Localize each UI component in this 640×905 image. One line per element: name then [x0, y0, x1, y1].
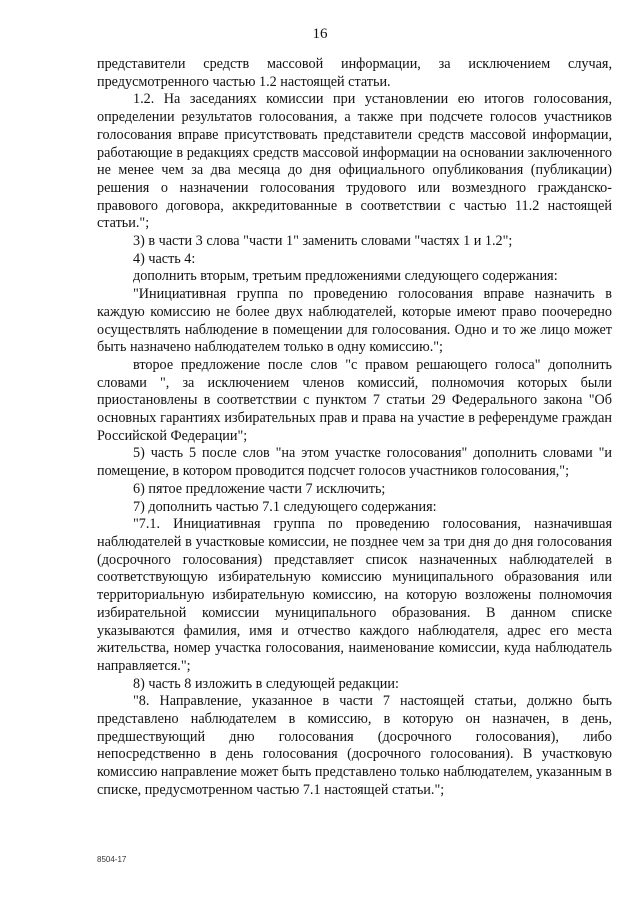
paragraph: 8) часть 8 изложить в следующей редакции: — [133, 675, 399, 692]
paragraph: 5) часть 5 после слов "на этом участке голосования" дополнить словами "и помещение, в котором проводится подсчет голосов участников голосования,"; — [97, 445, 612, 480]
paragraph: 6) пятое предложение части 7 исключить; — [133, 480, 386, 497]
paragraph: "7.1. Инициативная группа по проведению голосования, назначившая наблюдателей в участковые комиссии, не позднее чем за три дня до дня голосования (досрочного голосования) представляет список назначенных наблюдателей в соответствующую избирательную комиссию муниципального образования или территориальную избирательную комиссию, на которую возложены полномочия избирательной комиссии муниципального образования. В данном списке указываются фамилия, имя и отчество каждого наблюдателя, адрес его места жительства, номер участка голосования, наименование комиссии, куда наблюдатель направляется."; — [97, 516, 612, 674]
paragraph: 3) в части 3 слова "части 1" заменить словами "частях 1 и 1.2"; — [133, 233, 513, 250]
paragraph: 4) часть 4: — [133, 250, 196, 267]
paragraph: второе предложение после слов "с правом решающего голоса" дополнить словами ", за исключением членов комиссий, полномочия которых были приостановлены в соответствии с пунктом 7 статьи 29 Федерального закона "Об основных гарантиях избирательных прав и права на участие в референдуме граждан Российской Федерации"; — [97, 356, 612, 444]
paragraph: дополнить вторым, третьим предложениями следующего содержания: — [133, 268, 558, 285]
document-body — [97, 56, 612, 800]
page-number: 16 — [312, 26, 328, 42]
paragraph: "Инициативная группа по проведению голосования вправе назначить в каждую комиссию не более двух наблюдателей, которые имеют право поочередно осуществлять наблюдение в помещении для голосования. Одно и то же лицо может быть назначено наблюдателем только в одну комиссию."; — [97, 286, 612, 356]
paragraph: "8. Направление, указанное в части 7 настоящей статьи, должно быть представлено наблюдателем в комиссию, в которую он назначен, в день, предшествующий дню голосования (досрочного голосования), либо непосредственно в день голосования (досрочного голосования). В участковую комиссию направление может быть представлено только наблюдателем, указанным в списке, предусмотренном частью 7.1 настоящей статьи."; — [97, 693, 612, 798]
document-code: 8504-17 — [97, 855, 127, 864]
paragraph: представители средств массовой информации, за исключением случая, предусмотренного частью 1.2 настоящей статьи. — [97, 56, 612, 90]
paragraph: 1.2. На заседаниях комиссии при установлении ею итогов голосования, определении результатов голосования, а также при подсчете голосов участников голосования вправе присутствовать представители средств массовой информации, работающие в редакциях средств массовой информации на основании заключенного не менее чем за два месяца до дня официального опубликования (публикации) решения о назначении голосования трудового или возмездного гражданско-правового договора, аккредитованные в соответствии с частью 11.2 настоящей статьи."; — [97, 91, 612, 232]
paragraph: 7) дополнить частью 7.1 следующего содержания: — [133, 498, 437, 515]
